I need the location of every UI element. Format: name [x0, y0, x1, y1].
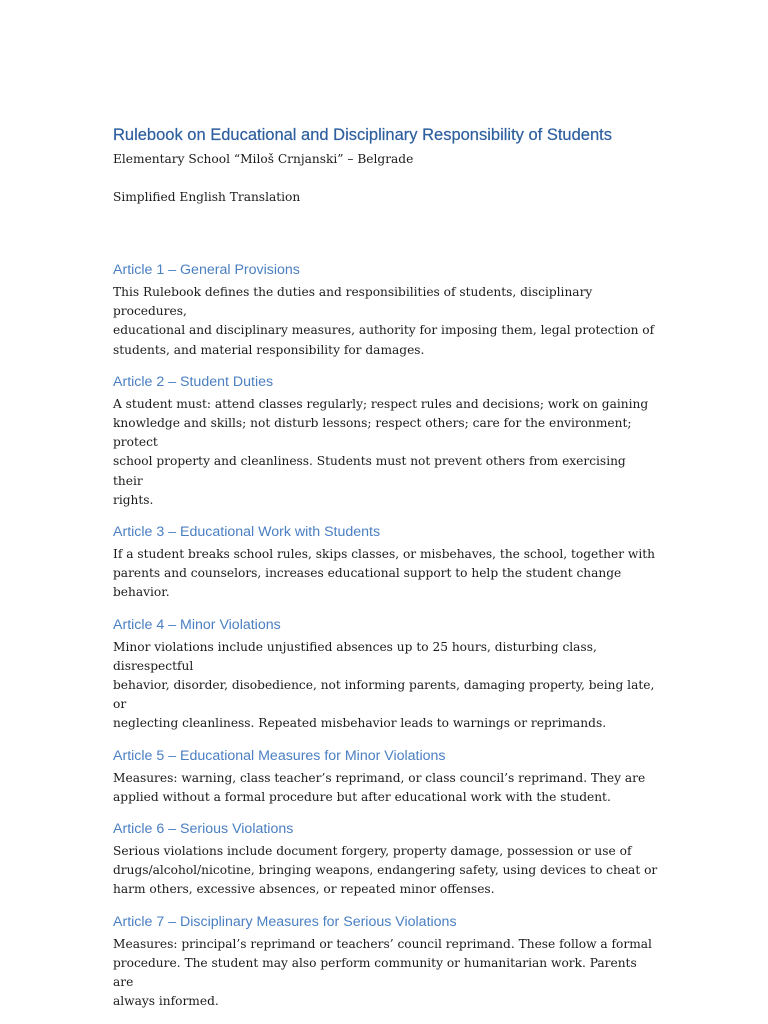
- article-heading: Article 4 – Minor Violations: [113, 616, 281, 633]
- article-body: [113, 545, 658, 603]
- article-line: students, and material responsibility for damages.: [113, 342, 425, 357]
- article-line: procedure. The student may also perform community or humanitarian work. Parents are: [113, 955, 637, 990]
- article-heading: Article 1 – General Provisions: [113, 262, 300, 278]
- document-content: [113, 124, 658, 1023]
- article-line: behavior, disorder, disobedience, not informing parents, damaging property, being late, or: [113, 678, 655, 712]
- article-body: [113, 769, 658, 807]
- article-line: applied without a formal procedure but after educational work with the student.: [113, 789, 611, 804]
- article-line: parents and counselors, increases educational support to help the student change behavior.: [113, 566, 622, 600]
- article-body: [113, 283, 658, 360]
- article-6: [113, 819, 658, 900]
- article-5: [113, 746, 658, 807]
- article-line: neglecting cleanliness. Repeated misbehavior leads to warnings or reprimands.: [113, 716, 607, 731]
- article-line: Serious violations include document forgery, property damage, possession or use of: [113, 844, 632, 859]
- article-body: [113, 395, 658, 510]
- article-line: Measures: warning, class teacher’s reprimand, or class council’s reprimand. They are: [113, 770, 646, 785]
- article-line: rights.: [113, 492, 154, 507]
- article-line: knowledge and skills; not disturb lessons; respect others; care for the environment; protect: [113, 416, 632, 450]
- document-subtitle: Elementary School “Miloš Crnjanski” – Belgrade: [113, 152, 414, 166]
- article-body: [113, 935, 658, 1012]
- article-7: [113, 912, 658, 1012]
- article-heading: Article 5 – Educational Measures for Minor Violations: [113, 747, 446, 764]
- article-line: This Rulebook defines the duties and responsibilities of students, disciplinary procedures,: [113, 285, 593, 319]
- document-title: Rulebook on Educational and Disciplinary Responsibility of Students: [113, 126, 612, 144]
- article-heading: Article 7 – Disciplinary Measures for Serious Violations: [113, 913, 457, 930]
- article-line: Minor violations include unjustified absences up to 25 hours, disturbing class, disrespectful: [113, 639, 597, 673]
- article-line: educational and disciplinary measures, authority for imposing them, legal protection of: [113, 323, 655, 338]
- article-line: school property and cleanliness. Students must not prevent others from exercising their: [113, 454, 626, 488]
- article-heading: Article 6 – Serious Violations: [113, 821, 294, 838]
- article-line: always informed.: [113, 994, 219, 1009]
- article-line: Measures: principal’s reprimand or teachers’ council reprimand. These follow a formal: [113, 936, 652, 951]
- article-1: [113, 260, 658, 360]
- article-line: drugs/alcohol/nicotine, bringing weapons, endangering safety, using devices to cheat or: [113, 863, 658, 878]
- article-heading: Article 3 – Educational Work with Students: [113, 524, 381, 541]
- article-line: If a student breaks school rules, skips classes, or misbehaves, the school, together with: [113, 547, 655, 562]
- article-heading: Article 2 – Student Duties: [113, 373, 274, 390]
- article-line: harm others, excessive absences, or repeated minor offenses.: [113, 882, 495, 897]
- article-body: [113, 638, 658, 734]
- article-2: [113, 372, 658, 510]
- article-4: [113, 615, 658, 734]
- translation-note: Simplified English Translation: [113, 190, 301, 204]
- article-3: [113, 522, 658, 603]
- article-body: [113, 842, 658, 900]
- article-line: A student must: attend classes regularly; respect rules and decisions; work on gaining: [113, 396, 649, 411]
- articles-list: [113, 260, 658, 1011]
